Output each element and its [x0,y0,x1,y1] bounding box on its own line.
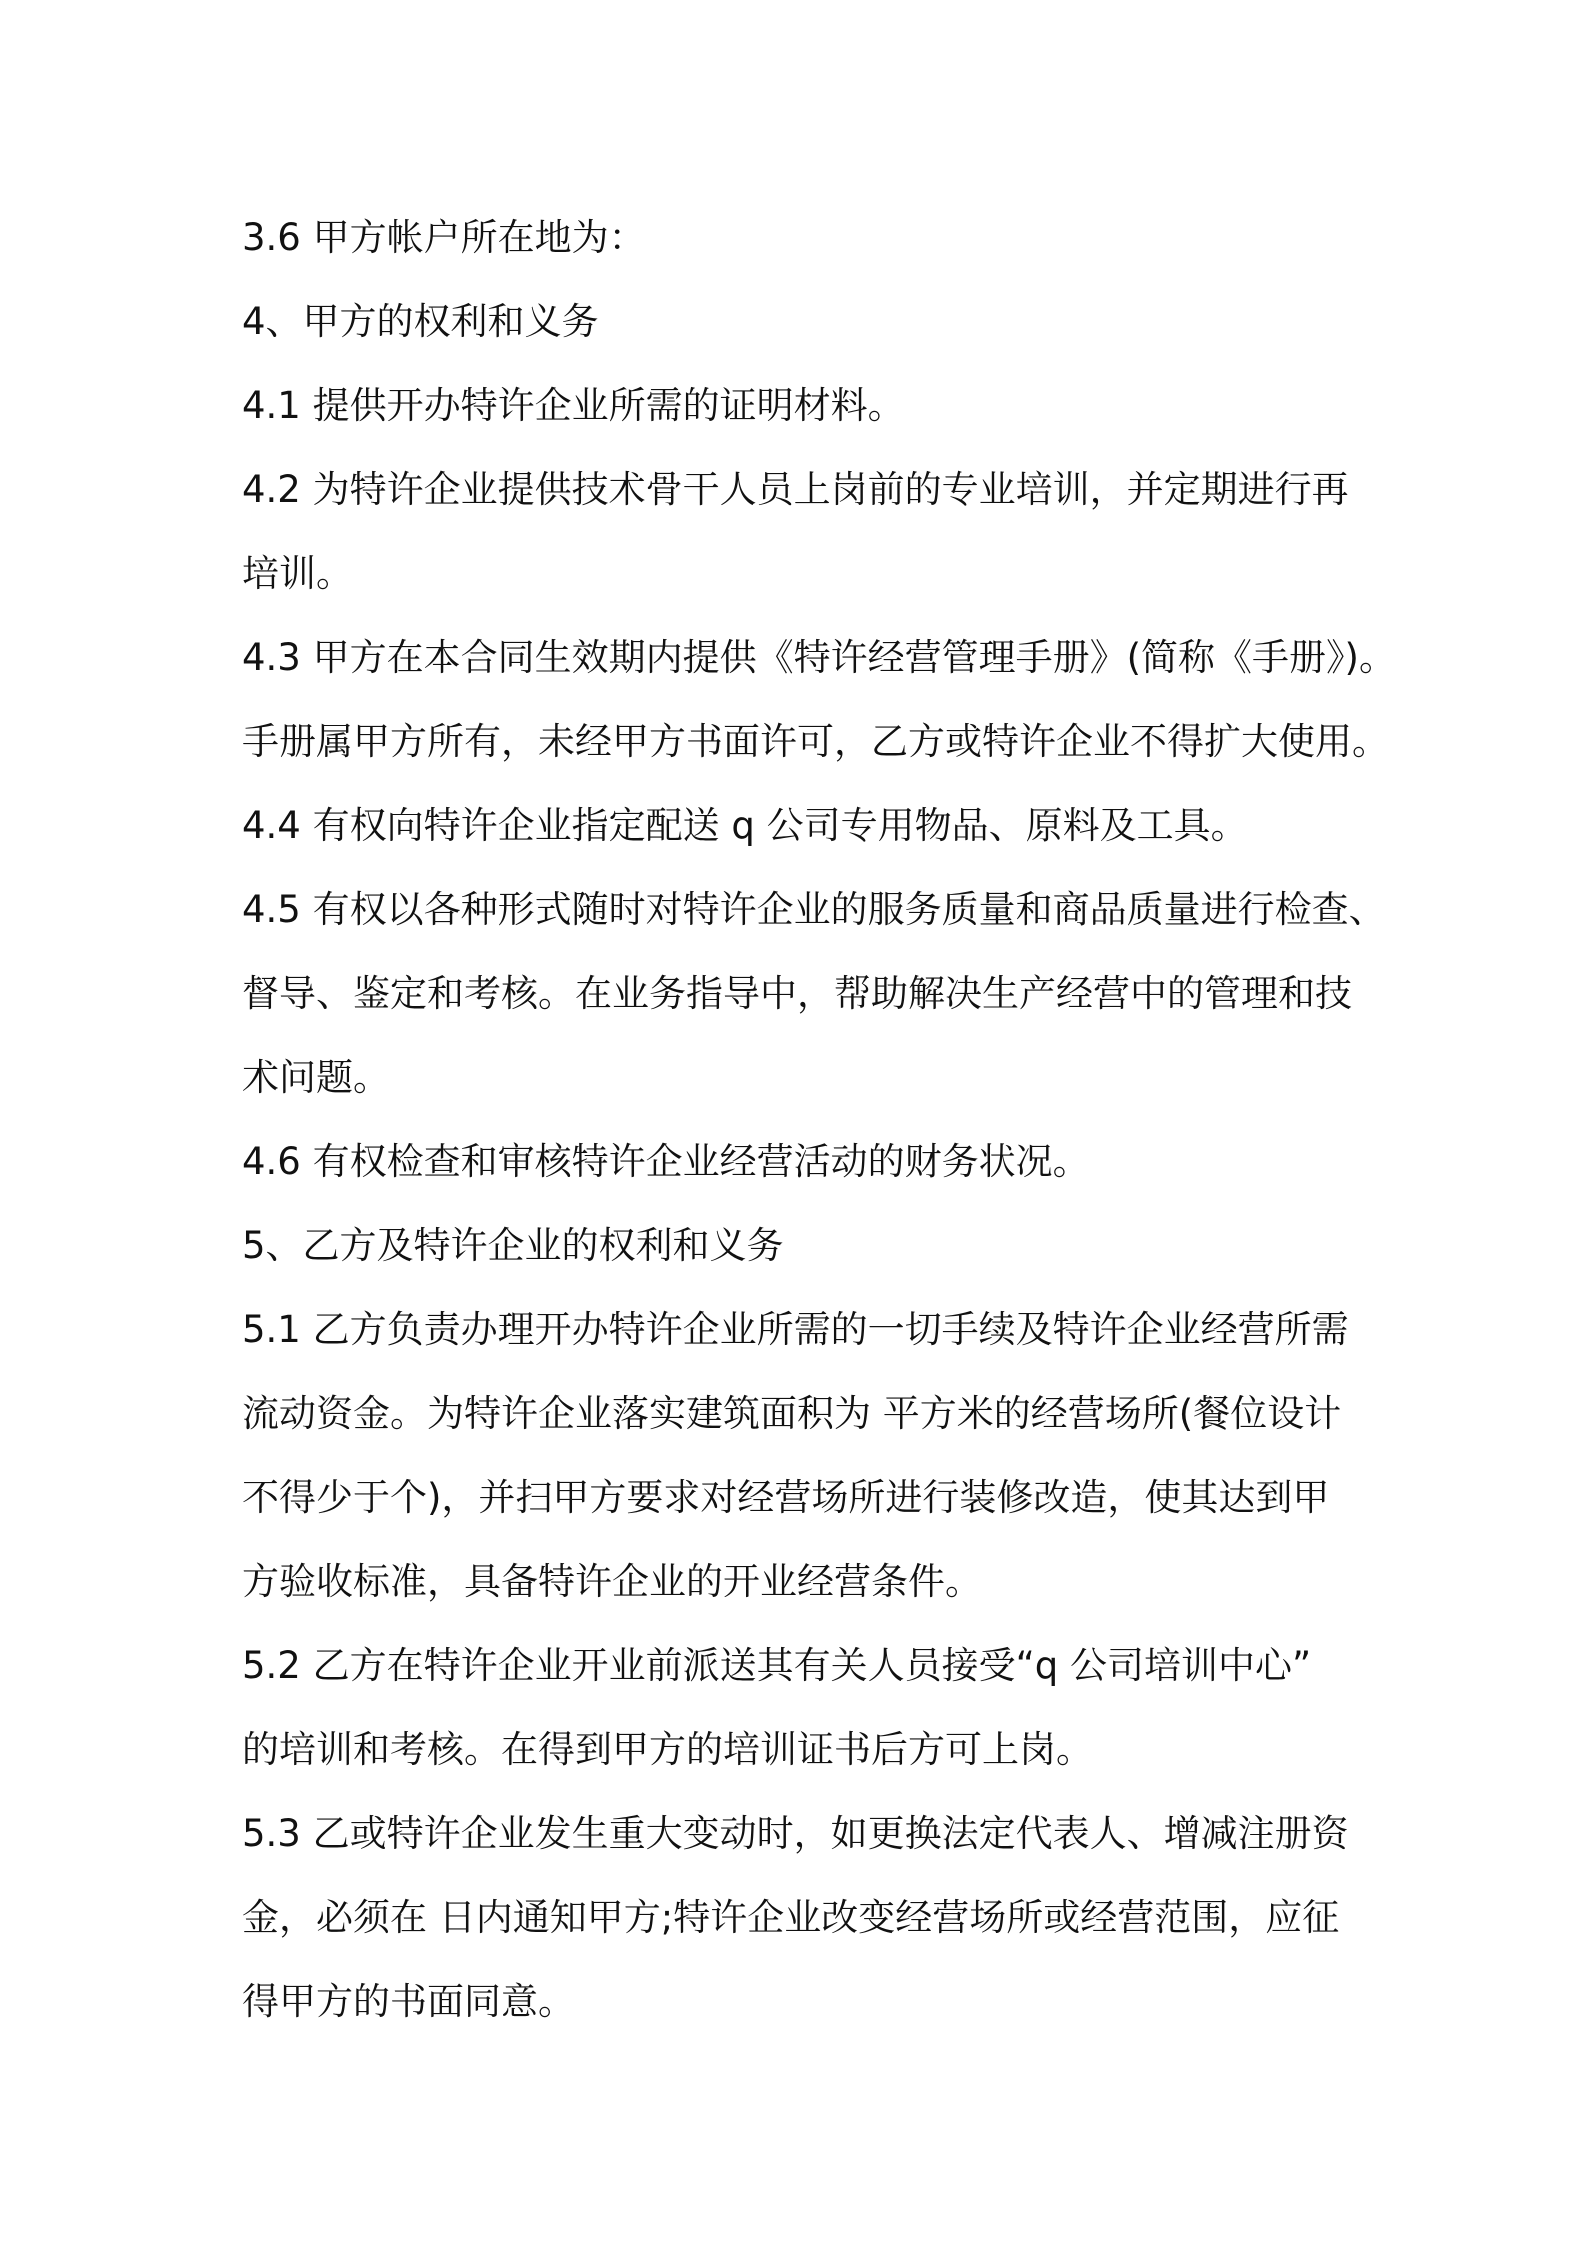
document-body [242,196,1396,2044]
clause-4-5-line-3: 术问题。 [242,1056,390,1099]
clause-5-3-line-2: 金，必须在 日内通知甲方;特许企业改变经营场所或经营范围，应征 [242,1896,1340,1939]
clause-5-3-line-1: 5.3 乙或特许企业发生重大变动时，如更换法定代表人、增减注册资 [242,1812,1349,1855]
clause-4-4: 4.4 有权向特许企业指定配送 q 公司专用物品、原料及工具。 [242,804,1248,847]
clause-3-6: 3.6 甲方帐户所在地为： [242,216,646,259]
clause-5-1-line-4: 方验收标准，具备特许企业的开业经营条件。 [242,1560,982,1603]
section-5-heading: 5、乙方及特许企业的权利和义务 [242,1224,784,1267]
clause-4-2-line-2: 培训。 [242,552,353,595]
clause-4-5-line-2: 督导、鉴定和考核。在业务指导中，帮助解决生产经营中的管理和技 [242,972,1352,1015]
clause-4-2-line-1: 4.2 为特许企业提供技术骨干人员上岗前的专业培训，并定期进行再 [242,468,1349,511]
clause-5-1-line-2: 流动资金。为特许企业落实建筑面积为 平方米的经营场所(餐位设计 [242,1392,1342,1435]
clause-4-3-line-1: 4.3 甲方在本合同生效期内提供《特许经营管理手册》(简称《手册》)。 [242,636,1396,679]
clause-4-6: 4.6 有权检查和审核特许企业经营活动的财务状况。 [242,1140,1090,1183]
clause-4-3-line-2: 手册属甲方所有，未经甲方书面许可，乙方或特许企业不得扩大使用。 [242,720,1389,763]
clause-5-1-line-1: 5.1 乙方负责办理开办特许企业所需的一切手续及特许企业经营所需 [242,1308,1349,1351]
section-4-heading: 4、甲方的权利和义务 [242,300,599,343]
clause-5-2-line-1: 5.2 乙方在特许企业开业前派送其有关人员接受“q 公司培训中心” [242,1644,1312,1687]
clause-5-3-line-3: 得甲方的书面同意。 [242,1980,575,2023]
clause-5-1-line-3: 不得少于个)，并扫甲方要求对经营场所进行装修改造，使其达到甲 [242,1476,1330,1519]
clause-4-5-line-1: 4.5 有权以各种形式随时对特许企业的服务质量和商品质量进行检查、 [242,888,1386,931]
clause-4-1: 4.1 提供开办特许企业所需的证明材料。 [242,384,905,427]
clause-5-2-line-2: 的培训和考核。在得到甲方的培训证书后方可上岗。 [242,1728,1093,1771]
